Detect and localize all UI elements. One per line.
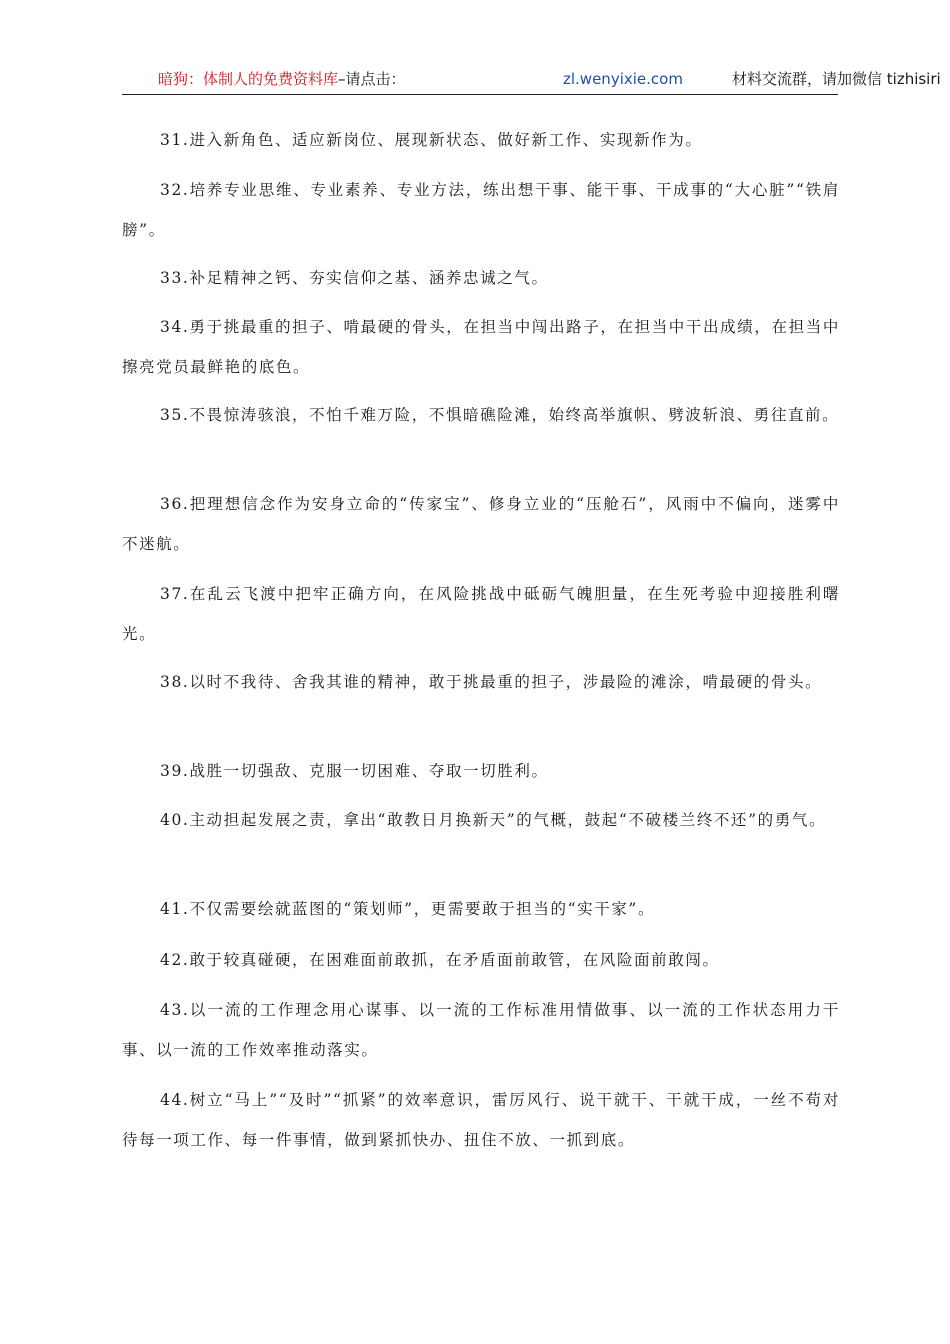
- header-title: 暗狗：体制人的免费资料库–请点击：: [158, 70, 406, 88]
- header-prompt: –请点击：: [338, 70, 406, 88]
- list-item: 32.培养专业思维、专业素养、专业方法，练出想干事、能干事、干成事的“大心脏”“铁肩膀”。: [122, 181, 840, 239]
- header-link[interactable]: zl.wenyixie.com: [563, 70, 683, 88]
- list-item: 36.把理想信念作为安身立命的“传家宝”、修身立业的“压舱石”，风雨中不偏向，迷雾中不迷航。: [122, 495, 840, 553]
- list-item: 42.敢于较真碰硬，在困难面前敢抓，在矛盾面前敢管，在风险面前敢闯。: [160, 951, 720, 969]
- list-item: 43.以一流的工作理念用心谋事、以一流的工作标准用情做事、以一流的工作状态用力干事、以一流的工作效率推动落实。: [122, 1001, 840, 1059]
- list-item: 31.进入新角色、适应新岗位、展现新状态、做好新工作、实现新作为。: [160, 131, 703, 149]
- list-item: 37.在乱云飞渡中把牢正确方向，在风险挑战中砥砺气魄胆量，在生死考验中迎接胜利曙光。: [122, 585, 840, 643]
- list-item: 44.树立“马上”“及时”“抓紧”的效率意识，雷厉风行、说干就干、干就干成，一丝不苟对待每一项工作、每一件事情，做到紧抓快办、扭住不放、一抓到底。: [122, 1091, 840, 1149]
- list-item: 38.以时不我待、舍我其谁的精神，敢于挑最重的担子，涉最险的滩涂，啃最硬的骨头。: [160, 673, 823, 691]
- list-item: 35.不畏惊涛骇浪，不怕千难万险，不惧暗礁险滩，始终高举旗帜、劈波斩浪、勇往直前。: [160, 406, 840, 424]
- list-item: 41.不仅需要绘就蓝图的“策划师”，更需要敢于担当的“实干家”。: [160, 900, 656, 918]
- list-item: 33.补足精神之钙、夯实信仰之基、涵养忠诚之气。: [160, 269, 549, 287]
- list-item: 39.战胜一切强敌、克服一切困难、夺取一切胜利。: [160, 762, 549, 780]
- page-header: [122, 66, 941, 95]
- header-contact: 材料交流群，请加微信 tizhisiri: [732, 70, 941, 88]
- list-item: 34.勇于挑最重的担子、啃最硬的骨头，在担当中闯出路子，在担当中干出成绩，在担当中擦亮党员最鲜艳的底色。: [122, 318, 840, 376]
- list-item: 40.主动担起发展之责，拿出“敢教日月换新天”的气概，鼓起“不破楼兰终不还”的勇气。: [160, 811, 827, 829]
